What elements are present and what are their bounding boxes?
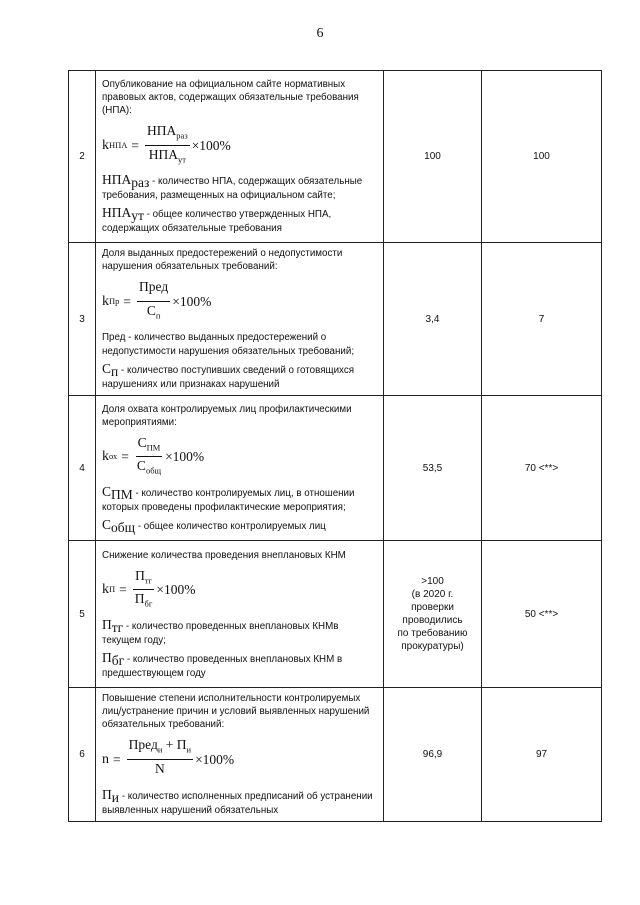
formula: k Пр = $\frac{\text{Пред}}{С_п}$ ×100% [102,279,212,321]
row-number: 6 [69,688,96,821]
value-target: 70 <**> [482,396,602,541]
formula: k НПА = $\frac{НПА_{раз}}{НПА_{ут}}$ ×100% [102,122,231,165]
value-target: 50 <**> [482,541,602,688]
definition: $НПА_{ут}$ - общее количество утвержденных НПА, содержащих обязательные требования [102,205,332,235]
row-number: 3 [69,243,96,396]
table-row [69,71,602,243]
value-current: 53,5 [384,396,482,541]
row-number: 4 [69,396,96,541]
definition: $П_{тг}$ - количество проведенных внеплановых КНМв текущем году; [102,617,339,646]
row-number: 2 [69,71,96,243]
formula: n = $\frac{Пред_и + П_и}{N}$ ×100% [102,737,235,776]
indicator-title: Доля выданных предостережений о недопустимости нарушения обязательных требований: [102,248,343,272]
row-number: 5 [69,541,96,688]
table-row [69,243,602,396]
formula: k ох = $\frac{С_{ПМ}}{С_{общ}}$ ×100% [102,434,205,477]
table-row [69,396,602,541]
value-target: 97 [482,688,602,821]
value-current: 100 [384,71,482,243]
definition: $П_{бг}$ - количество проведенных внеплановых КНМ в предшествующем году [102,649,343,679]
table-row [69,688,602,821]
indicator-title: Повышение степени исполнительности контролируемых лиц/устранение причин и условий выявленных нарушений обязательных требований: [102,693,370,731]
indicators-table [68,70,602,822]
definition: Пред - количество выданных предостережений о недопустимости нарушения обязательных требований; [102,332,355,358]
value-target: 7 [482,243,602,396]
definition: $С_{общ}$ - общее количество контролируемых лиц [102,516,326,535]
formula: k П = $\frac{П_{тг}}{П_{бг}}$ ×100% [102,567,196,610]
table-row [69,541,602,688]
definition: $П_и$ - количество исполненных предписаний об устранении выявленных нарушений обязательных [102,786,373,816]
indicator-title: Снижение количества проведения внеплановых КНМ [102,549,346,561]
value-current: 96,9 [384,688,482,821]
indicator-title: Опубликование на официальном сайте нормативных правовых актов, содержащих обязательные требования (НПА): [102,78,359,116]
definition: $С_п$ - количество поступивших сведений о готовящихся нарушениях или признаках нарушений [102,361,355,391]
value-target: 100 [482,71,602,243]
indicator-title: Доля охвата контролируемых лиц профилактическими мероприятиями: [102,403,352,428]
page-number: 6 [316,26,324,41]
definition: $НПА_{раз}$ - количество НПА, содержащих обязательные требования, размещенных на официальном сайте; [102,172,363,202]
value-current: >100 (в 2020 г. проверки проводились по требованию прокуратуры) [397,576,468,653]
value-current: 3,4 [384,243,482,396]
definition: $С_{ПМ}$ - количество контролируемых лиц, в отношении которых проведены профилактические мероприятия; [102,484,355,513]
